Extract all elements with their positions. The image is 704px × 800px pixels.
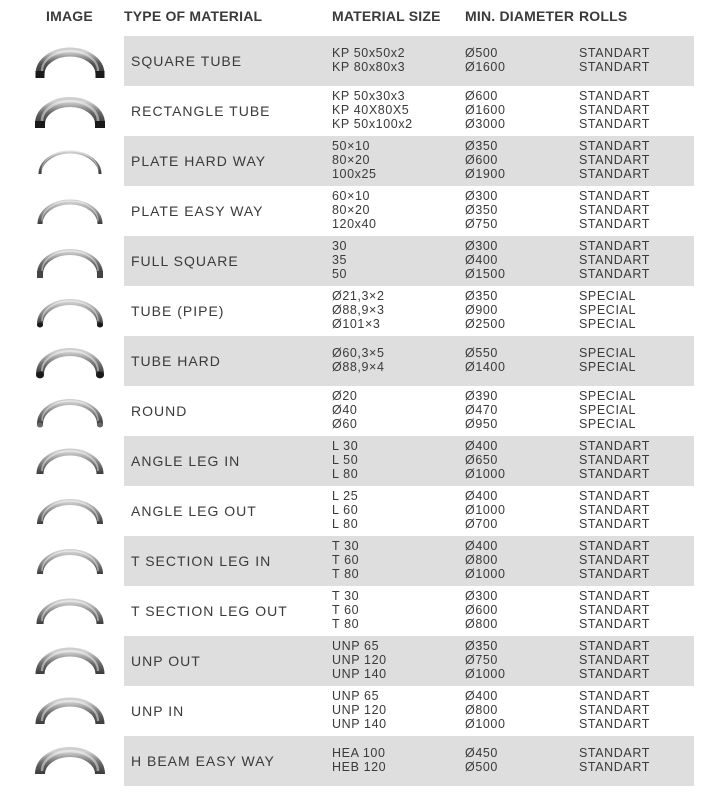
min-diameter-line: Ø700 (465, 516, 498, 531)
min-diameter-cell (465, 536, 575, 586)
unp-out-ring-icon (30, 638, 110, 684)
material-size-line: Ø101×3 (332, 316, 381, 331)
rolls-line: SPECIAL (579, 346, 637, 361)
table-row (0, 486, 704, 536)
table-row (0, 36, 704, 86)
material-size-line: Ø20 (332, 389, 358, 404)
material-size-line: KP 50x30x3 (332, 89, 406, 104)
material-type: FULL SQUARE (131, 253, 239, 269)
rolls-line: STANDART (579, 116, 651, 131)
material-size-cell (332, 36, 460, 86)
min-diameter-line: Ø600 (465, 89, 498, 104)
min-diameter-line: Ø1000 (465, 566, 506, 581)
material-type: PLATE HARD WAY (131, 153, 267, 169)
table-row (0, 336, 704, 386)
min-diameter-cell (465, 736, 575, 786)
min-diameter-cell (465, 336, 575, 386)
material-size-line: L 60 (332, 503, 359, 518)
rolls-line: SPECIAL (579, 416, 637, 431)
min-diameter-line: Ø400 (465, 539, 498, 554)
material-size-cell (332, 386, 460, 436)
material-type: RECTANGLE TUBE (131, 103, 271, 119)
rolls-line: STANDART (579, 589, 651, 604)
material-type: H BEAM EASY WAY (131, 753, 275, 769)
rolls-cell (579, 636, 689, 686)
material-size-line: T 30 (332, 589, 360, 604)
table-row (0, 636, 704, 686)
material-type: ANGLE LEG IN (131, 453, 241, 469)
material-size-cell (332, 286, 460, 336)
full-square-ring-icon (30, 238, 110, 284)
material-type: T SECTION LEG IN (131, 553, 272, 569)
material-size-line: T 60 (332, 603, 360, 618)
rolls-cell (579, 486, 689, 536)
min-diameter-line: Ø400 (465, 439, 498, 454)
min-diameter-cell (465, 486, 575, 536)
material-size-line: KP 80x80x3 (332, 60, 406, 74)
material-size-line: T 60 (332, 553, 360, 568)
material-type: UNP IN (131, 703, 185, 719)
material-size-line: Ø60,3×5 (332, 346, 385, 361)
rolls-line: STANDART (579, 566, 651, 581)
material-type: PLATE EASY WAY (131, 203, 264, 219)
material-size-line: UNP 120 (332, 703, 387, 718)
min-diameter-cell (465, 136, 575, 186)
min-diameter-line: Ø350 (465, 289, 498, 304)
material-type: TUBE (PIPE) (131, 303, 225, 319)
rolls-line: STANDART (579, 466, 651, 481)
min-diameter-line: Ø1000 (465, 666, 506, 681)
min-diameter-line: Ø1900 (465, 166, 506, 181)
min-diameter-line: Ø950 (465, 416, 498, 431)
material-size-line: KP 50x50x2 (332, 46, 406, 61)
min-diameter-line: Ø450 (465, 746, 498, 761)
material-size-line: Ø60 (332, 416, 358, 431)
unp-in-ring-icon (30, 688, 110, 734)
min-diameter-line: Ø350 (465, 203, 498, 218)
material-size-line: 120x40 (332, 216, 377, 231)
table-row (0, 536, 704, 586)
material-size-line: 35 (332, 253, 348, 268)
rolls-line: SPECIAL (579, 316, 637, 331)
min-diameter-cell (465, 586, 575, 636)
material-type: T SECTION LEG OUT (131, 603, 288, 619)
table-body (0, 36, 704, 786)
rolls-line: SPECIAL (579, 389, 637, 404)
material-size-cell (332, 536, 460, 586)
rolls-line: STANDART (579, 746, 651, 761)
material-size-line: L 25 (332, 489, 359, 504)
min-diameter-cell (465, 686, 575, 736)
tube-hard-ring-icon (30, 338, 110, 384)
material-size-cell (332, 586, 460, 636)
angle-leg-in-ring-icon (30, 438, 110, 484)
table-row (0, 186, 704, 236)
material-size-cell (332, 736, 460, 786)
rolls-cell (579, 136, 689, 186)
min-diameter-line: Ø600 (465, 603, 498, 618)
rolls-cell (579, 236, 689, 286)
rolls-cell (579, 86, 689, 136)
rectangle-tube-ring-icon (30, 88, 110, 134)
header-type-of-material: TYPE OF MATERIAL (124, 8, 263, 24)
t-section-leg-in-ring-icon (30, 538, 110, 584)
rolls-cell (579, 36, 689, 86)
rolls-line: SPECIAL (579, 289, 637, 304)
rolls-line: STANDART (579, 666, 651, 681)
material-type: SQUARE TUBE (131, 53, 243, 69)
rolls-line: SPECIAL (579, 403, 637, 418)
material-size-line: 50×10 (332, 139, 371, 154)
material-size-line: Ø21,3×2 (332, 289, 385, 304)
min-diameter-line: Ø750 (465, 653, 498, 668)
min-diameter-line: Ø300 (465, 589, 498, 604)
min-diameter-cell (465, 386, 575, 436)
min-diameter-line: Ø750 (465, 216, 498, 231)
angle-leg-out-ring-icon (30, 488, 110, 534)
min-diameter-line: Ø2500 (465, 316, 506, 331)
material-size-line: Ø40 (332, 403, 358, 418)
material-size-line: 50 (332, 266, 348, 281)
rolls-line: STANDART (579, 153, 651, 168)
min-diameter-line: Ø550 (465, 346, 498, 361)
header-material-size: MATERIAL SIZE (332, 8, 441, 24)
material-size-line: KP 50x100x2 (332, 116, 413, 131)
plate-hard-way-ring-icon (30, 138, 110, 184)
min-diameter-line: Ø1000 (465, 716, 506, 731)
table-row (0, 386, 704, 436)
rolls-line: STANDART (579, 703, 651, 718)
material-size-line: UNP 140 (332, 716, 387, 731)
rolls-line: STANDART (579, 653, 651, 668)
min-diameter-line: Ø390 (465, 389, 498, 404)
rolls-line: STANDART (579, 139, 651, 154)
table-row (0, 286, 704, 336)
material-size-line: T 80 (332, 616, 360, 631)
rolls-cell (579, 736, 689, 786)
min-diameter-line: Ø350 (465, 639, 498, 654)
table-row (0, 736, 704, 786)
material-size-line: 30 (332, 239, 348, 254)
rolls-line: STANDART (579, 103, 651, 118)
rolls-line: STANDART (579, 253, 651, 268)
min-diameter-cell (465, 186, 575, 236)
material-size-line: KP 40X80X5 (332, 103, 410, 118)
rolls-line: STANDART (579, 503, 651, 518)
plate-easy-way-ring-icon (30, 188, 110, 234)
material-size-cell (332, 336, 460, 386)
rolls-line: STANDART (579, 189, 651, 204)
material-size-line: L 80 (332, 466, 359, 481)
material-size-line: L 50 (332, 453, 359, 468)
rolls-line: STANDART (579, 266, 651, 281)
min-diameter-cell (465, 236, 575, 286)
min-diameter-line: Ø1500 (465, 266, 506, 281)
min-diameter-line: Ø300 (465, 239, 498, 254)
min-diameter-line: Ø300 (465, 189, 498, 204)
rolls-line: STANDART (579, 439, 651, 454)
min-diameter-line: Ø400 (465, 689, 498, 704)
min-diameter-line: Ø1000 (465, 503, 506, 518)
min-diameter-line: Ø1600 (465, 103, 506, 118)
min-diameter-cell (465, 436, 575, 486)
min-diameter-line: Ø800 (465, 703, 498, 718)
rolls-line: STANDART (579, 539, 651, 554)
min-diameter-line: Ø1000 (465, 466, 506, 481)
rolls-line: STANDART (579, 239, 651, 254)
min-diameter-line: Ø800 (465, 553, 498, 568)
min-diameter-line: Ø1600 (465, 60, 506, 74)
rolls-line: STANDART (579, 616, 651, 631)
material-size-cell (332, 686, 460, 736)
material-type: ROUND (131, 403, 188, 419)
rolls-cell (579, 536, 689, 586)
material-size-line: 80×20 (332, 153, 371, 168)
table-row (0, 86, 704, 136)
table-row (0, 586, 704, 636)
rolls-line: SPECIAL (579, 360, 637, 374)
material-size-line: UNP 65 (332, 689, 380, 704)
header-min-diameter: MIN. DIAMETER (465, 8, 575, 24)
material-size-cell (332, 236, 460, 286)
min-diameter-cell (465, 36, 575, 86)
min-diameter-line: Ø500 (465, 46, 498, 61)
min-diameter-line: Ø400 (465, 253, 498, 268)
rolls-line: STANDART (579, 216, 651, 231)
min-diameter-cell (465, 636, 575, 686)
rolls-cell (579, 436, 689, 486)
rolls-line: STANDART (579, 716, 651, 731)
min-diameter-line: Ø900 (465, 303, 498, 318)
min-diameter-cell (465, 286, 575, 336)
min-diameter-line: Ø470 (465, 403, 498, 418)
rolls-line: STANDART (579, 166, 651, 181)
material-type: TUBE HARD (131, 353, 221, 369)
table-row (0, 236, 704, 286)
rolls-cell (579, 336, 689, 386)
rolls-line: STANDART (579, 689, 651, 704)
rolls-cell (579, 586, 689, 636)
material-size-cell (332, 436, 460, 486)
material-size-cell (332, 86, 460, 136)
material-size-line: UNP 140 (332, 666, 387, 681)
t-section-leg-out-ring-icon (30, 588, 110, 634)
material-size-cell (332, 636, 460, 686)
min-diameter-line: Ø400 (465, 489, 498, 504)
material-type: UNP OUT (131, 653, 201, 669)
min-diameter-line: Ø600 (465, 153, 498, 168)
table-row (0, 136, 704, 186)
material-type: ANGLE LEG OUT (131, 503, 257, 519)
rolls-cell (579, 386, 689, 436)
material-size-line: L 30 (332, 439, 359, 454)
table-row (0, 436, 704, 486)
rolls-line: STANDART (579, 60, 651, 74)
header-rolls: ROLLS (579, 8, 628, 24)
material-size-line: HEB 120 (332, 760, 387, 774)
square-tube-ring-icon (30, 38, 110, 84)
rolls-line: STANDART (579, 760, 651, 774)
tube-pipe-ring-icon (30, 288, 110, 334)
rolls-line: STANDART (579, 89, 651, 104)
min-diameter-line: Ø500 (465, 760, 498, 774)
material-size-line: 80×20 (332, 203, 371, 218)
material-size-line: UNP 65 (332, 639, 380, 654)
min-diameter-line: Ø350 (465, 139, 498, 154)
rolls-line: STANDART (579, 553, 651, 568)
material-size-line: L 80 (332, 516, 359, 531)
rolls-line: STANDART (579, 639, 651, 654)
min-diameter-line: Ø800 (465, 616, 498, 631)
material-size-line: HEA 100 (332, 746, 386, 761)
rolls-line: STANDART (579, 489, 651, 504)
h-beam-easy-way-ring-icon (30, 738, 110, 784)
rolls-line: STANDART (579, 453, 651, 468)
rolls-line: STANDART (579, 603, 651, 618)
material-size-cell (332, 186, 460, 236)
header-image: IMAGE (46, 8, 93, 24)
material-size-line: Ø88,9×4 (332, 360, 385, 374)
min-diameter-line: Ø650 (465, 453, 498, 468)
rolls-cell (579, 286, 689, 336)
rolls-line: STANDART (579, 516, 651, 531)
material-size-line: T 80 (332, 566, 360, 581)
rolls-line: STANDART (579, 46, 651, 61)
rolls-cell (579, 186, 689, 236)
rolls-line: STANDART (579, 203, 651, 218)
material-size-line: Ø88,9×3 (332, 303, 385, 318)
material-size-line: 100x25 (332, 166, 377, 181)
material-size-cell (332, 136, 460, 186)
table-row (0, 686, 704, 736)
min-diameter-line: Ø1400 (465, 360, 506, 374)
min-diameter-line: Ø3000 (465, 116, 506, 131)
material-size-cell (332, 486, 460, 536)
material-size-line: 60×10 (332, 189, 371, 204)
material-size-line: T 30 (332, 539, 360, 554)
material-size-line: UNP 120 (332, 653, 387, 668)
min-diameter-cell (465, 86, 575, 136)
rolls-line: SPECIAL (579, 303, 637, 318)
round-bar-ring-icon (30, 388, 110, 434)
rolls-cell (579, 686, 689, 736)
